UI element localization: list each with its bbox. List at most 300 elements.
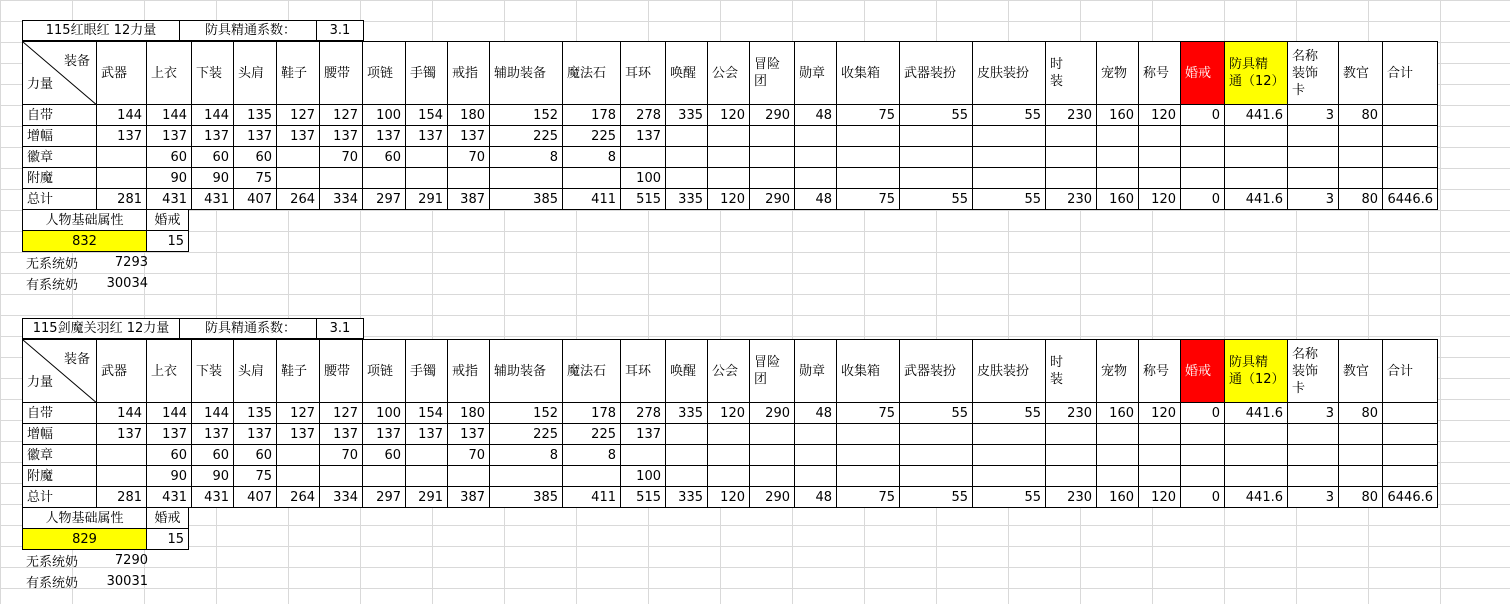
table-cell[interactable]	[837, 126, 900, 147]
table-cell[interactable]: 137	[621, 424, 666, 445]
table-cell[interactable]: 144	[97, 105, 147, 126]
row-label[interactable]: 附魔	[22, 466, 97, 487]
table-cell[interactable]	[1225, 168, 1288, 189]
table-cell[interactable]	[277, 168, 320, 189]
table-cell[interactable]	[1181, 445, 1225, 466]
table-cell[interactable]	[750, 126, 795, 147]
table-cell[interactable]: 75	[234, 168, 277, 189]
table-cell[interactable]	[1339, 126, 1383, 147]
base-attr-value[interactable]: 832	[22, 231, 147, 252]
table-cell[interactable]: 290	[750, 487, 795, 508]
table-cell[interactable]: 152	[490, 105, 563, 126]
table-cell[interactable]: 55	[973, 403, 1046, 424]
table-cell[interactable]: 120	[1139, 487, 1181, 508]
table-cell[interactable]	[1139, 126, 1181, 147]
table-cell[interactable]: 411	[563, 189, 621, 210]
table-cell[interactable]: 291	[406, 189, 448, 210]
column-header[interactable]: 时 装	[1046, 41, 1097, 105]
table-cell[interactable]	[837, 445, 900, 466]
table-cell[interactable]	[795, 168, 837, 189]
table-cell[interactable]	[1383, 445, 1438, 466]
system-buff-label[interactable]: 有系统奶	[26, 576, 79, 591]
table-cell[interactable]	[1288, 147, 1339, 168]
table-cell[interactable]: 90	[192, 466, 234, 487]
column-header[interactable]: 名称 装饰 卡	[1288, 41, 1339, 105]
table-cell[interactable]: 137	[277, 424, 320, 445]
no-system-buff-label[interactable]: 无系统奶	[26, 555, 79, 570]
table-cell[interactable]	[973, 445, 1046, 466]
column-header[interactable]: 宠物	[1097, 41, 1139, 105]
table-cell[interactable]	[1288, 126, 1339, 147]
table-cell[interactable]	[795, 126, 837, 147]
table-cell[interactable]	[406, 445, 448, 466]
table-cell[interactable]: 230	[1046, 403, 1097, 424]
table-cell[interactable]	[490, 168, 563, 189]
table-cell[interactable]: 144	[147, 105, 192, 126]
table-cell[interactable]: 441.6	[1225, 189, 1288, 210]
table-cell[interactable]: 60	[147, 147, 192, 168]
table-cell[interactable]: 70	[448, 147, 490, 168]
table-cell[interactable]: 60	[147, 445, 192, 466]
table-cell[interactable]: 290	[750, 105, 795, 126]
table-cell[interactable]	[1383, 424, 1438, 445]
column-header[interactable]: 冒险 团	[750, 41, 795, 105]
table-cell[interactable]: 120	[708, 105, 750, 126]
table-cell[interactable]: 127	[320, 105, 363, 126]
table-cell[interactable]: 225	[490, 424, 563, 445]
table-cell[interactable]: 441.6	[1225, 403, 1288, 424]
table-cell[interactable]: 137	[621, 126, 666, 147]
table-cell[interactable]: 60	[234, 445, 277, 466]
table-cell[interactable]: 48	[795, 189, 837, 210]
table-cell[interactable]: 290	[750, 403, 795, 424]
table-cell[interactable]: 178	[563, 403, 621, 424]
table-cell[interactable]	[795, 445, 837, 466]
table-cell[interactable]: 515	[621, 189, 666, 210]
table-cell[interactable]: 60	[192, 445, 234, 466]
table-cell[interactable]: 335	[666, 189, 708, 210]
table-cell[interactable]	[1339, 424, 1383, 445]
table-cell[interactable]: 127	[277, 105, 320, 126]
table-cell[interactable]: 180	[448, 403, 490, 424]
table-cell[interactable]	[750, 424, 795, 445]
column-header[interactable]: 下装	[192, 41, 234, 105]
column-header[interactable]: 辅助装备	[490, 41, 563, 105]
table-cell[interactable]: 411	[563, 487, 621, 508]
table-cell[interactable]	[1339, 168, 1383, 189]
table-cell[interactable]	[837, 147, 900, 168]
column-header[interactable]: 耳环	[621, 339, 666, 403]
table-cell[interactable]	[1383, 466, 1438, 487]
table-cell[interactable]	[666, 168, 708, 189]
table-cell[interactable]	[750, 445, 795, 466]
column-header[interactable]: 收集箱	[837, 339, 900, 403]
table-cell[interactable]	[973, 126, 1046, 147]
column-header[interactable]: 头肩	[234, 339, 277, 403]
table-cell[interactable]: 127	[320, 403, 363, 424]
column-header[interactable]: 武器	[97, 339, 147, 403]
base-attr-value[interactable]: 829	[22, 529, 147, 550]
column-header[interactable]: 宠物	[1097, 339, 1139, 403]
table-cell[interactable]	[750, 466, 795, 487]
table-cell[interactable]: 160	[1097, 105, 1139, 126]
table-cell[interactable]: 515	[621, 487, 666, 508]
table-cell[interactable]: 8	[490, 445, 563, 466]
column-header[interactable]: 冒险 团	[750, 339, 795, 403]
column-header[interactable]: 鞋子	[277, 41, 320, 105]
table-cell[interactable]: 230	[1046, 105, 1097, 126]
table-cell[interactable]	[277, 466, 320, 487]
block-title[interactable]: 115剑魔关羽红 12力量	[22, 318, 180, 339]
table-cell[interactable]	[1288, 424, 1339, 445]
table-cell[interactable]: 297	[363, 189, 406, 210]
table-cell[interactable]: 0	[1181, 403, 1225, 424]
table-cell[interactable]	[1181, 168, 1225, 189]
table-cell[interactable]	[1046, 126, 1097, 147]
table-cell[interactable]	[97, 168, 147, 189]
ring-label[interactable]: 婚戒	[147, 508, 189, 529]
table-cell[interactable]	[1288, 466, 1339, 487]
column-header[interactable]: 上衣	[147, 339, 192, 403]
table-cell[interactable]	[1383, 126, 1438, 147]
table-cell[interactable]	[1383, 168, 1438, 189]
table-cell[interactable]	[750, 147, 795, 168]
column-header[interactable]: 公会	[708, 41, 750, 105]
table-cell[interactable]: 335	[666, 403, 708, 424]
table-cell[interactable]: 385	[490, 189, 563, 210]
row-label[interactable]: 自带	[22, 403, 97, 424]
table-cell[interactable]: 137	[97, 126, 147, 147]
column-header[interactable]: 武器	[97, 41, 147, 105]
table-cell[interactable]	[320, 466, 363, 487]
table-cell[interactable]	[708, 466, 750, 487]
table-cell[interactable]: 70	[320, 147, 363, 168]
base-attr-label[interactable]: 人物基础属性	[22, 508, 147, 529]
table-cell[interactable]: 80	[1339, 105, 1383, 126]
table-cell[interactable]	[563, 168, 621, 189]
table-cell[interactable]: 48	[795, 487, 837, 508]
table-cell[interactable]	[1139, 466, 1181, 487]
table-cell[interactable]: 180	[448, 105, 490, 126]
row-label[interactable]: 增幅	[22, 126, 97, 147]
table-cell[interactable]: 120	[1139, 189, 1181, 210]
table-cell[interactable]	[1288, 445, 1339, 466]
table-cell[interactable]: 75	[837, 189, 900, 210]
table-cell[interactable]: 60	[363, 445, 406, 466]
corner-header[interactable]	[22, 41, 97, 105]
table-cell[interactable]: 137	[147, 424, 192, 445]
table-cell[interactable]: 297	[363, 487, 406, 508]
system-buff-label[interactable]: 有系统奶	[26, 278, 79, 293]
column-header[interactable]: 公会	[708, 339, 750, 403]
table-cell[interactable]	[666, 147, 708, 168]
column-header[interactable]: 婚戒	[1181, 41, 1225, 105]
table-cell[interactable]: 120	[1139, 403, 1181, 424]
column-header[interactable]: 名称 装饰 卡	[1288, 339, 1339, 403]
table-cell[interactable]	[1046, 147, 1097, 168]
table-cell[interactable]: 178	[563, 105, 621, 126]
table-cell[interactable]	[900, 424, 973, 445]
coef-value[interactable]: 3.1	[317, 20, 364, 41]
table-cell[interactable]	[406, 147, 448, 168]
column-header[interactable]: 皮肤装扮	[973, 339, 1046, 403]
table-cell[interactable]	[363, 466, 406, 487]
table-cell[interactable]	[973, 466, 1046, 487]
table-cell[interactable]: 144	[192, 403, 234, 424]
table-cell[interactable]: 385	[490, 487, 563, 508]
table-cell[interactable]: 160	[1097, 487, 1139, 508]
ring-value[interactable]: 15	[147, 231, 189, 252]
column-header[interactable]: 时 装	[1046, 339, 1097, 403]
table-cell[interactable]: 0	[1181, 105, 1225, 126]
column-header[interactable]: 魔法石	[563, 41, 621, 105]
table-cell[interactable]	[363, 168, 406, 189]
no-system-buff-value[interactable]: 7293	[114, 255, 148, 270]
table-cell[interactable]	[1097, 126, 1139, 147]
column-header[interactable]: 项链	[363, 41, 406, 105]
table-cell[interactable]: 55	[973, 487, 1046, 508]
row-label[interactable]: 徽章	[22, 445, 97, 466]
table-cell[interactable]: 100	[621, 168, 666, 189]
table-cell[interactable]: 431	[192, 487, 234, 508]
coef-label[interactable]: 防具精通系数：	[180, 318, 317, 339]
table-cell[interactable]	[320, 168, 363, 189]
table-cell[interactable]	[277, 147, 320, 168]
column-header[interactable]: 婚戒	[1181, 339, 1225, 403]
table-cell[interactable]	[973, 168, 1046, 189]
table-cell[interactable]: 431	[192, 189, 234, 210]
column-header[interactable]: 合计	[1383, 339, 1438, 403]
table-cell[interactable]: 154	[406, 105, 448, 126]
table-cell[interactable]: 281	[97, 487, 147, 508]
table-cell[interactable]: 55	[973, 105, 1046, 126]
table-cell[interactable]: 135	[234, 105, 277, 126]
table-cell[interactable]	[666, 126, 708, 147]
table-cell[interactable]: 120	[1139, 105, 1181, 126]
table-cell[interactable]: 55	[900, 403, 973, 424]
table-cell[interactable]: 80	[1339, 403, 1383, 424]
block-title[interactable]: 115红眼红 12力量	[22, 20, 180, 41]
table-cell[interactable]	[1339, 147, 1383, 168]
table-cell[interactable]: 281	[97, 189, 147, 210]
table-cell[interactable]: 334	[320, 189, 363, 210]
column-header[interactable]: 手镯	[406, 339, 448, 403]
table-cell[interactable]	[795, 147, 837, 168]
table-cell[interactable]: 137	[192, 424, 234, 445]
row-label[interactable]: 附魔	[22, 168, 97, 189]
table-cell[interactable]	[666, 445, 708, 466]
table-cell[interactable]: 407	[234, 487, 277, 508]
table-cell[interactable]: 137	[234, 126, 277, 147]
table-cell[interactable]: 55	[900, 105, 973, 126]
table-cell[interactable]: 144	[147, 403, 192, 424]
table-cell[interactable]	[1225, 126, 1288, 147]
table-cell[interactable]: 230	[1046, 189, 1097, 210]
table-cell[interactable]	[1383, 105, 1438, 126]
row-label[interactable]: 徽章	[22, 147, 97, 168]
table-cell[interactable]: 278	[621, 403, 666, 424]
system-buff-value[interactable]: 30034	[106, 276, 148, 291]
ring-label[interactable]: 婚戒	[147, 210, 189, 231]
table-cell[interactable]: 334	[320, 487, 363, 508]
corner-header[interactable]	[22, 339, 97, 403]
table-cell[interactable]	[1181, 424, 1225, 445]
column-header[interactable]: 手镯	[406, 41, 448, 105]
table-cell[interactable]: 48	[795, 105, 837, 126]
table-cell[interactable]	[97, 445, 147, 466]
table-cell[interactable]	[563, 466, 621, 487]
table-cell[interactable]	[900, 466, 973, 487]
table-cell[interactable]	[1139, 168, 1181, 189]
column-header[interactable]: 唤醒	[666, 41, 708, 105]
table-cell[interactable]: 55	[900, 487, 973, 508]
table-cell[interactable]: 230	[1046, 487, 1097, 508]
table-cell[interactable]: 278	[621, 105, 666, 126]
table-cell[interactable]	[1139, 147, 1181, 168]
table-cell[interactable]	[1225, 147, 1288, 168]
table-cell[interactable]	[973, 424, 1046, 445]
column-header[interactable]: 戒指	[448, 41, 490, 105]
table-cell[interactable]: 60	[363, 147, 406, 168]
table-cell[interactable]: 264	[277, 487, 320, 508]
table-cell[interactable]: 0	[1181, 189, 1225, 210]
table-cell[interactable]	[1097, 445, 1139, 466]
table-cell[interactable]	[621, 445, 666, 466]
table-cell[interactable]	[666, 424, 708, 445]
column-header[interactable]: 防具精 通（12）	[1225, 41, 1288, 105]
column-header[interactable]: 教官	[1339, 339, 1383, 403]
table-cell[interactable]	[708, 168, 750, 189]
table-cell[interactable]: 3	[1288, 403, 1339, 424]
table-cell[interactable]	[900, 147, 973, 168]
row-label[interactable]: 总计	[22, 487, 97, 508]
table-cell[interactable]: 225	[563, 126, 621, 147]
table-cell[interactable]	[795, 424, 837, 445]
table-cell[interactable]: 135	[234, 403, 277, 424]
table-cell[interactable]	[1383, 403, 1438, 424]
table-cell[interactable]	[1339, 445, 1383, 466]
table-cell[interactable]: 120	[708, 189, 750, 210]
table-cell[interactable]: 291	[406, 487, 448, 508]
table-cell[interactable]: 90	[147, 466, 192, 487]
column-header[interactable]: 收集箱	[837, 41, 900, 105]
table-cell[interactable]: 90	[192, 168, 234, 189]
table-cell[interactable]: 8	[490, 147, 563, 168]
table-cell[interactable]	[1225, 424, 1288, 445]
table-cell[interactable]	[1046, 424, 1097, 445]
table-cell[interactable]	[1383, 147, 1438, 168]
table-cell[interactable]	[1097, 168, 1139, 189]
column-header[interactable]: 武器装扮	[900, 41, 973, 105]
table-cell[interactable]: 120	[708, 403, 750, 424]
table-cell[interactable]	[1046, 466, 1097, 487]
row-label[interactable]: 自带	[22, 105, 97, 126]
column-header[interactable]: 上衣	[147, 41, 192, 105]
table-cell[interactable]: 387	[448, 487, 490, 508]
table-cell[interactable]	[1181, 126, 1225, 147]
table-cell[interactable]: 3	[1288, 105, 1339, 126]
table-cell[interactable]	[406, 168, 448, 189]
table-cell[interactable]: 100	[621, 466, 666, 487]
row-label[interactable]: 增幅	[22, 424, 97, 445]
coef-value[interactable]: 3.1	[317, 318, 364, 339]
table-cell[interactable]: 137	[320, 424, 363, 445]
table-cell[interactable]	[1139, 445, 1181, 466]
column-header[interactable]: 戒指	[448, 339, 490, 403]
table-cell[interactable]: 335	[666, 487, 708, 508]
table-cell[interactable]	[621, 147, 666, 168]
table-cell[interactable]	[708, 445, 750, 466]
table-cell[interactable]	[750, 168, 795, 189]
table-cell[interactable]	[708, 424, 750, 445]
table-cell[interactable]: 55	[973, 189, 1046, 210]
table-cell[interactable]	[490, 466, 563, 487]
column-header[interactable]: 辅助装备	[490, 339, 563, 403]
table-cell[interactable]: 387	[448, 189, 490, 210]
table-cell[interactable]: 335	[666, 105, 708, 126]
row-label[interactable]: 总计	[22, 189, 97, 210]
table-cell[interactable]	[1225, 466, 1288, 487]
column-header[interactable]: 耳环	[621, 41, 666, 105]
table-cell[interactable]	[900, 445, 973, 466]
table-cell[interactable]: 137	[192, 126, 234, 147]
column-header[interactable]: 鞋子	[277, 339, 320, 403]
table-cell[interactable]: 75	[837, 487, 900, 508]
column-header[interactable]: 武器装扮	[900, 339, 973, 403]
table-cell[interactable]	[1046, 168, 1097, 189]
table-cell[interactable]	[97, 466, 147, 487]
base-attr-label[interactable]: 人物基础属性	[22, 210, 147, 231]
table-cell[interactable]	[1046, 445, 1097, 466]
table-cell[interactable]: 75	[837, 403, 900, 424]
table-cell[interactable]	[1139, 424, 1181, 445]
table-cell[interactable]	[448, 168, 490, 189]
table-cell[interactable]: 60	[192, 147, 234, 168]
table-cell[interactable]: 137	[406, 424, 448, 445]
table-cell[interactable]	[900, 168, 973, 189]
table-cell[interactable]: 60	[234, 147, 277, 168]
column-header[interactable]: 项链	[363, 339, 406, 403]
column-header[interactable]: 下装	[192, 339, 234, 403]
table-cell[interactable]: 137	[448, 126, 490, 147]
table-cell[interactable]: 160	[1097, 189, 1139, 210]
table-cell[interactable]: 100	[363, 403, 406, 424]
table-cell[interactable]: 137	[234, 424, 277, 445]
table-cell[interactable]: 137	[406, 126, 448, 147]
table-cell[interactable]	[1097, 466, 1139, 487]
table-cell[interactable]: 290	[750, 189, 795, 210]
table-cell[interactable]: 80	[1339, 189, 1383, 210]
table-cell[interactable]: 137	[97, 424, 147, 445]
table-cell[interactable]	[708, 147, 750, 168]
table-cell[interactable]: 431	[147, 487, 192, 508]
column-header[interactable]: 防具精 通（12）	[1225, 339, 1288, 403]
table-cell[interactable]: 137	[363, 424, 406, 445]
system-buff-value[interactable]: 30031	[106, 574, 148, 589]
table-cell[interactable]: 137	[320, 126, 363, 147]
column-header[interactable]: 勋章	[795, 41, 837, 105]
table-cell[interactable]	[708, 126, 750, 147]
table-cell[interactable]: 6446.6	[1383, 189, 1438, 210]
column-header[interactable]: 皮肤装扮	[973, 41, 1046, 105]
column-header[interactable]: 勋章	[795, 339, 837, 403]
column-header[interactable]: 头肩	[234, 41, 277, 105]
table-cell[interactable]	[1097, 147, 1139, 168]
table-cell[interactable]	[1181, 466, 1225, 487]
table-cell[interactable]: 6446.6	[1383, 487, 1438, 508]
coef-label[interactable]: 防具精通系数：	[180, 20, 317, 41]
table-cell[interactable]	[900, 126, 973, 147]
